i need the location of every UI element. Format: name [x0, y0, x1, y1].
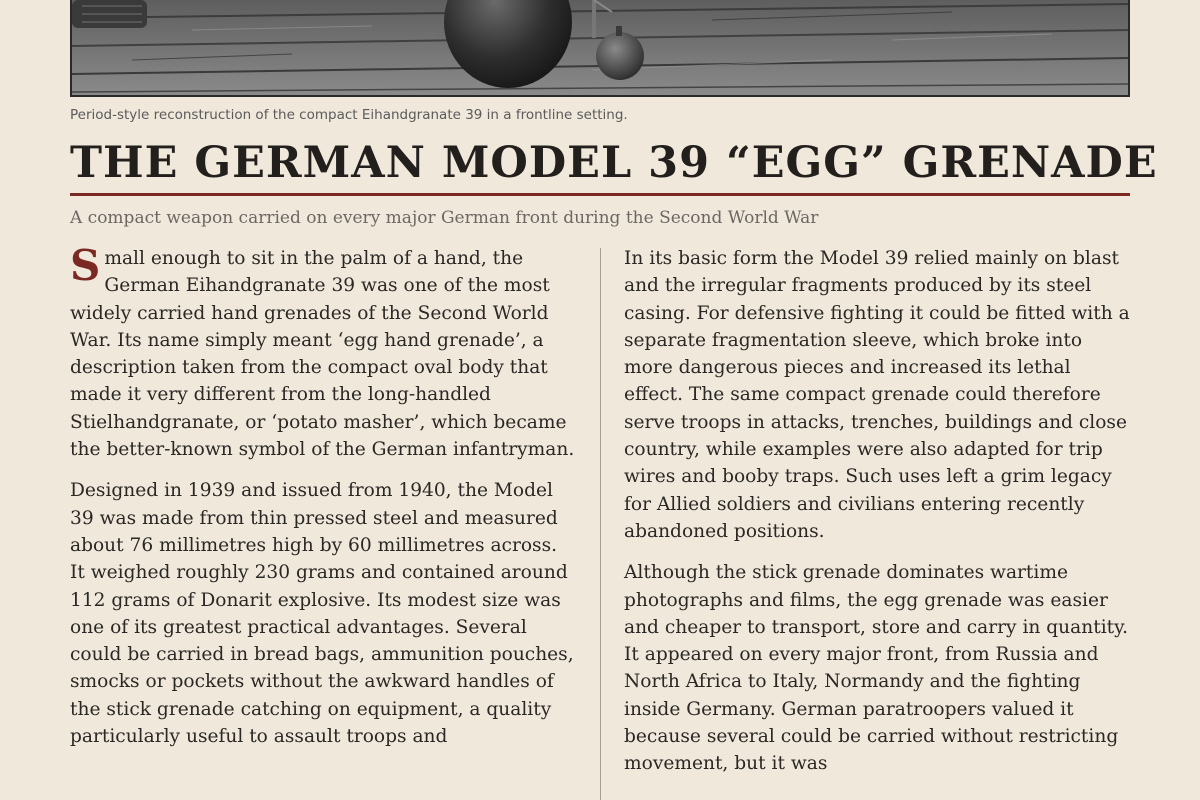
paragraph-3: In its basic form the Model 39 relied mainly on blast and the irregular fragments produced by its steel casing. For defensive fighting it could be fitted with a separate fragmentation sleeve, which broke into more dangerous pieces and increased its lethal effect. The same compact grenade could therefore serve troops in attacks, trenches, buildings and close country, while examples were also adapted for trip wires and booby traps. Such uses left a grim legacy for Allied soldiers and civilians entering recently abandoned positions.: [624, 248, 1130, 542]
title-divider: [70, 193, 1130, 196]
drop-cap: S: [70, 241, 101, 290]
article-photo: [70, 0, 1130, 97]
article-subtitle: A compact weapon carried on every major German front during the Second World War: [70, 208, 819, 228]
paragraph-2: Designed in 1939 and issued from 1940, the Model 39 was made from thin pressed steel and measured about 76 millimetres high by 60 millimetres across. It weighed roughly 230 grams and contained around 112 grams of Donarit explosive. Its modest size was one of its greatest practical advantages. Several could be carried in bread bags, ammunition pouches, smocks or pockets without the awkward handles of the stick grenade catching on equipment, a quality particularly useful to assault troops and: [70, 480, 574, 748]
paragraph-1: [70, 241, 577, 463]
article-column-left: [70, 241, 577, 764]
grenade-photo-image: [72, 0, 1128, 95]
column-divider: [600, 248, 601, 800]
article-column-right: [624, 245, 1131, 792]
paragraph-1-text: mall enough to sit in the palm of a hand, the German Eihandgranate 39 was one of the most widely carried hand grenades of the Second World War. Its name simply meant ‘egg hand grenade’, a description taken from the compact oval body that made it very different from the long-handled Stielhandgranate, or ‘potato masher’, which became the better-known symbol of the German infantryman.: [70, 248, 575, 461]
photo-caption: Period-style reconstruction of the compact Eihandgranate 39 in a frontline setting.: [70, 107, 628, 123]
paragraph-4: Although the stick grenade dominates wartime photographs and films, the egg grenade was easier and cheaper to transport, store and carry in quantity. It appeared on every major front, from Russia and North Africa to Italy, Normandy and the fighting inside Germany. German paratroopers valued it because several could be carried without restricting movement, but it was: [624, 562, 1129, 775]
article-title: THE GERMAN MODEL 39 “EGG” GRENADE: [70, 138, 1158, 188]
